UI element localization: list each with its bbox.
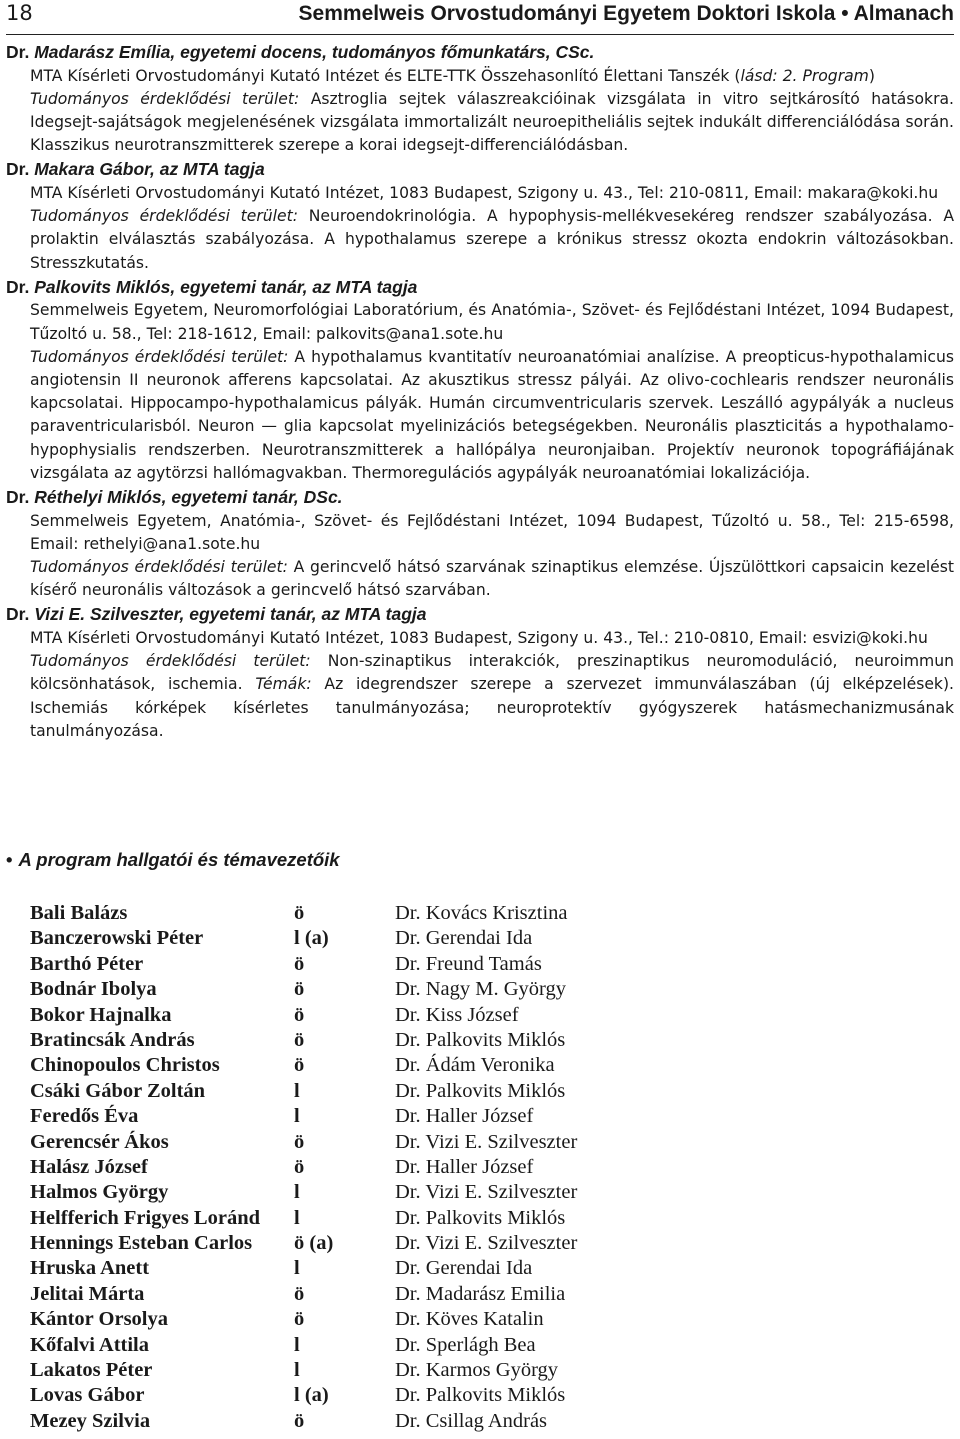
faculty-affiliation: MTA Kísérleti Orvostudományi Kutató Intézet, 1083 Budapest, Szigony u. 43., Tel.: 210-0810, Email: esvizi@koki.hu (30, 629, 928, 648)
student-type: l (294, 1257, 300, 1280)
student-name: Helfferich Frigyes Loránd (30, 1206, 261, 1229)
student-type: ö (294, 1130, 305, 1153)
faculty-entry (6, 41, 954, 157)
faculty-entry (6, 486, 954, 602)
faculty-name: Dr. Palkovits Miklós, egyetemi tanár, az MTA tagja (6, 276, 418, 297)
student-supervisor: Dr. Sperlágh Bea (395, 1333, 536, 1356)
section-title: A program hallgatói és témavezetőik (18, 849, 340, 870)
student-type: l (a) (294, 927, 329, 950)
page-number: 18 (6, 1, 33, 25)
student-type: ö (294, 902, 305, 924)
faculty-entry (6, 158, 954, 274)
student-type: ö (294, 1308, 305, 1331)
faculty-name: Dr. Madarász Emília, egyetemi docens, tudományos főmunkatárs, CSc. (6, 42, 595, 62)
student-name: Bokor Hajnalka (30, 1003, 172, 1026)
student-supervisor: Dr. Haller József (395, 1105, 534, 1128)
faculty-affiliation: Semmelweis Egyetem, Anatómia-, Szövet- és Fejlődéstani Intézet, 1094 Budapest, Tűzoltó u. 58., Tel: 215-6598, Email: rethelyi@ana1.sote.hu (30, 511, 954, 553)
student-name: Gerencsér Ákos (30, 1130, 169, 1153)
student-supervisor: Dr. Freund Tamás (395, 952, 542, 975)
student-supervisor: Dr. Palkovits Miklós (395, 1206, 566, 1229)
student-type: l (294, 1333, 300, 1356)
student-supervisor: Dr. Vizi E. Szilveszter (395, 1232, 578, 1255)
faculty-name: Dr. Makara Gábor, az MTA tagja (6, 159, 265, 180)
student-name: Barthó Péter (30, 952, 144, 975)
student-supervisor: Dr. Vizi E. Szilveszter (395, 1130, 578, 1153)
faculty-name: Dr. Réthelyi Miklós, egyetemi tanár, DSc. (6, 487, 343, 508)
student-name: Chinopoulos Christos (30, 1054, 220, 1077)
student-name: Halász József (30, 1155, 148, 1178)
faculty-entry (6, 276, 954, 485)
student-name: Bodnár Ibolya (30, 978, 157, 1001)
student-name: Kántor Orsolya (30, 1308, 168, 1331)
section-heading (6, 849, 340, 871)
student-name: Banczerowski Péter (30, 927, 204, 950)
student-name: Bali Balázs (30, 902, 128, 924)
research-field: Tudományos érdeklődési terület: A hypothalamus kvantitatív neuroanatómiai analízise. A preopticus-hypothalamicus angiotensin II neuronok afferens kapcsolatai. Az akusztikus stressz pályái. Az olivo-cochlearis rendszer neuronális kapcsolatai. Hippocampo-hypothalamicus pályák. Humán circumventricularis szervek. Leszálló agypályák a nucleus paraventricularisból. Neuron — glia kapcsolat myelinizációs betegségekben. Neuronális plaszticitás a hypothalamo-hypophysialis rendszerben. Neurotranszmitterek a hallópálya neuronjaiban. Projektív neuronok topográfiájának vizsgálata az agytörzsi hallómagvakban. Thermoregulációs agypályák neuroanatómiai lokalizációja. (30, 347, 954, 482)
student-type: ö (294, 1003, 305, 1026)
faculty-name: Dr. Vizi E. Szilveszter, egyetemi tanár, az MTA tagja (6, 604, 427, 625)
student-name: Lakatos Péter (30, 1359, 153, 1382)
research-field: Tudományos érdeklődési terület: Asztroglia sejtek válaszreakcióinak vizsgálata in vitro sejtkárosító hatásokra. Idegsejt-sajátságok megjelenésének vizsgálata immortalizált neuroepitheliális sejtek indukált differenciálódása során. Klasszikus neurotranszmitterek szerepe a korai idegsejt-differenciálódásban. (30, 89, 954, 155)
student-type: l (294, 1359, 300, 1382)
student-type: l (a) (294, 1384, 329, 1407)
student-name: Mezey Szilvia (30, 1409, 151, 1432)
student-type: ö (294, 1054, 305, 1077)
student-name: Kőfalvi Attila (30, 1333, 150, 1356)
student-supervisor: Dr. Madarász Emilia (395, 1282, 566, 1305)
faculty-list (6, 41, 954, 744)
research-field: Tudományos érdeklődési terület: A gerincvelő hátsó szarvának szinaptikus elemzése. Újszülöttkori capsaicin kezelést kísérő neuronális változások a gerincvelő hátsó szarvában. (30, 558, 954, 600)
student-supervisor: Dr. Kovács Krisztina (395, 902, 568, 924)
header-rule (6, 34, 954, 35)
student-type: ö (294, 952, 305, 975)
student-type: l (294, 1181, 300, 1204)
student-type: ö (a) (294, 1232, 334, 1255)
faculty-affiliation: MTA Kísérleti Orvostudományi Kutató Intézet és ELTE-TTK Összehasonlító Élettani Tanszék (lásd: 2. Program) (30, 66, 875, 85)
student-supervisor: Dr. Palkovits Miklós (395, 1079, 566, 1102)
student-name: Feredős Éva (30, 1105, 139, 1128)
faculty-affiliation: MTA Kísérleti Orvostudományi Kutató Intézet, 1083 Budapest, Szigony u. 43., Tel: 210-0811, Email: makara@koki.hu (30, 184, 939, 202)
student-type: ö (294, 1409, 305, 1432)
student-type: ö (294, 1282, 305, 1305)
research-field: Tudományos érdeklődési terület: Non-szinaptikus interakciók, preszinaptikus neuromoduláció, neuroimmun kölcsönhatások, ischemia. Témák: Az idegrendszer szerepe a szervezet immunválaszában (új elképzelések). Ischemiás kórképek kísérletes tanulmányozása; neuroprotektív gyógyszerek hatásmechanizmusának tanulmányozása. (30, 652, 954, 740)
research-field: Tudományos érdeklődési terület: Neuroendokrinológia. A hypophysis-mellékvesekéreg rendszer szabályozása. A prolaktin elválasztás szabályozása. A hypothalamus szerepe a krónikus stressz okozta endokrin változásokban. Stresszkutatás. (30, 207, 954, 272)
running-title: Semmelweis Orvostudományi Egyetem Doktori Iskola • Almanach (298, 2, 954, 25)
student-supervisor: Dr. Haller József (395, 1155, 534, 1178)
student-name: Halmos György (30, 1181, 169, 1204)
student-supervisor: Dr. Vizi E. Szilveszter (395, 1181, 578, 1204)
student-type: l (294, 1105, 300, 1128)
student-type: l (294, 1079, 300, 1102)
student-name: Jelitai Márta (30, 1282, 145, 1305)
bullet-icon: • (6, 849, 13, 870)
student-supervisor: Dr. Csillag András (395, 1409, 548, 1432)
student-name: Hennings Esteban Carlos (30, 1232, 253, 1255)
student-type: ö (294, 978, 305, 1001)
student-supervisor: Dr. Karmos György (395, 1359, 559, 1382)
student-supervisor: Dr. Palkovits Miklós (395, 1028, 566, 1051)
student-supervisor: Dr. Kiss József (395, 1003, 519, 1026)
student-name: Hruska Anett (30, 1257, 150, 1280)
student-name: Lovas Gábor (30, 1384, 145, 1407)
student-supervisor: Dr. Nagy M. György (395, 978, 567, 1001)
student-type: l (294, 1206, 300, 1229)
student-supervisor: Dr. Ádám Veronika (395, 1054, 555, 1077)
student-supervisor: Dr. Gerendai Ida (395, 927, 533, 950)
page-header (6, 0, 954, 30)
student-supervisor: Dr. Palkovits Miklós (395, 1384, 566, 1407)
student-supervisor: Dr. Gerendai Ida (395, 1257, 533, 1280)
student-supervisor: Dr. Köves Katalin (395, 1308, 544, 1331)
student-name: Csáki Gábor Zoltán (30, 1079, 206, 1102)
faculty-affiliation: Semmelweis Egyetem, Neuromorfológiai Laboratórium, és Anatómia-, Szövet- és Fejlődéstani Intézet, 1094 Budapest, Tűzoltó u. 58., Tel: 218-1612, Email: palkovits@ana1.sote.hu (30, 301, 954, 343)
student-type: ö (294, 1028, 305, 1051)
faculty-entry (6, 603, 954, 743)
student-type: ö (294, 1155, 305, 1178)
student-name: Bratincsák András (30, 1028, 195, 1051)
